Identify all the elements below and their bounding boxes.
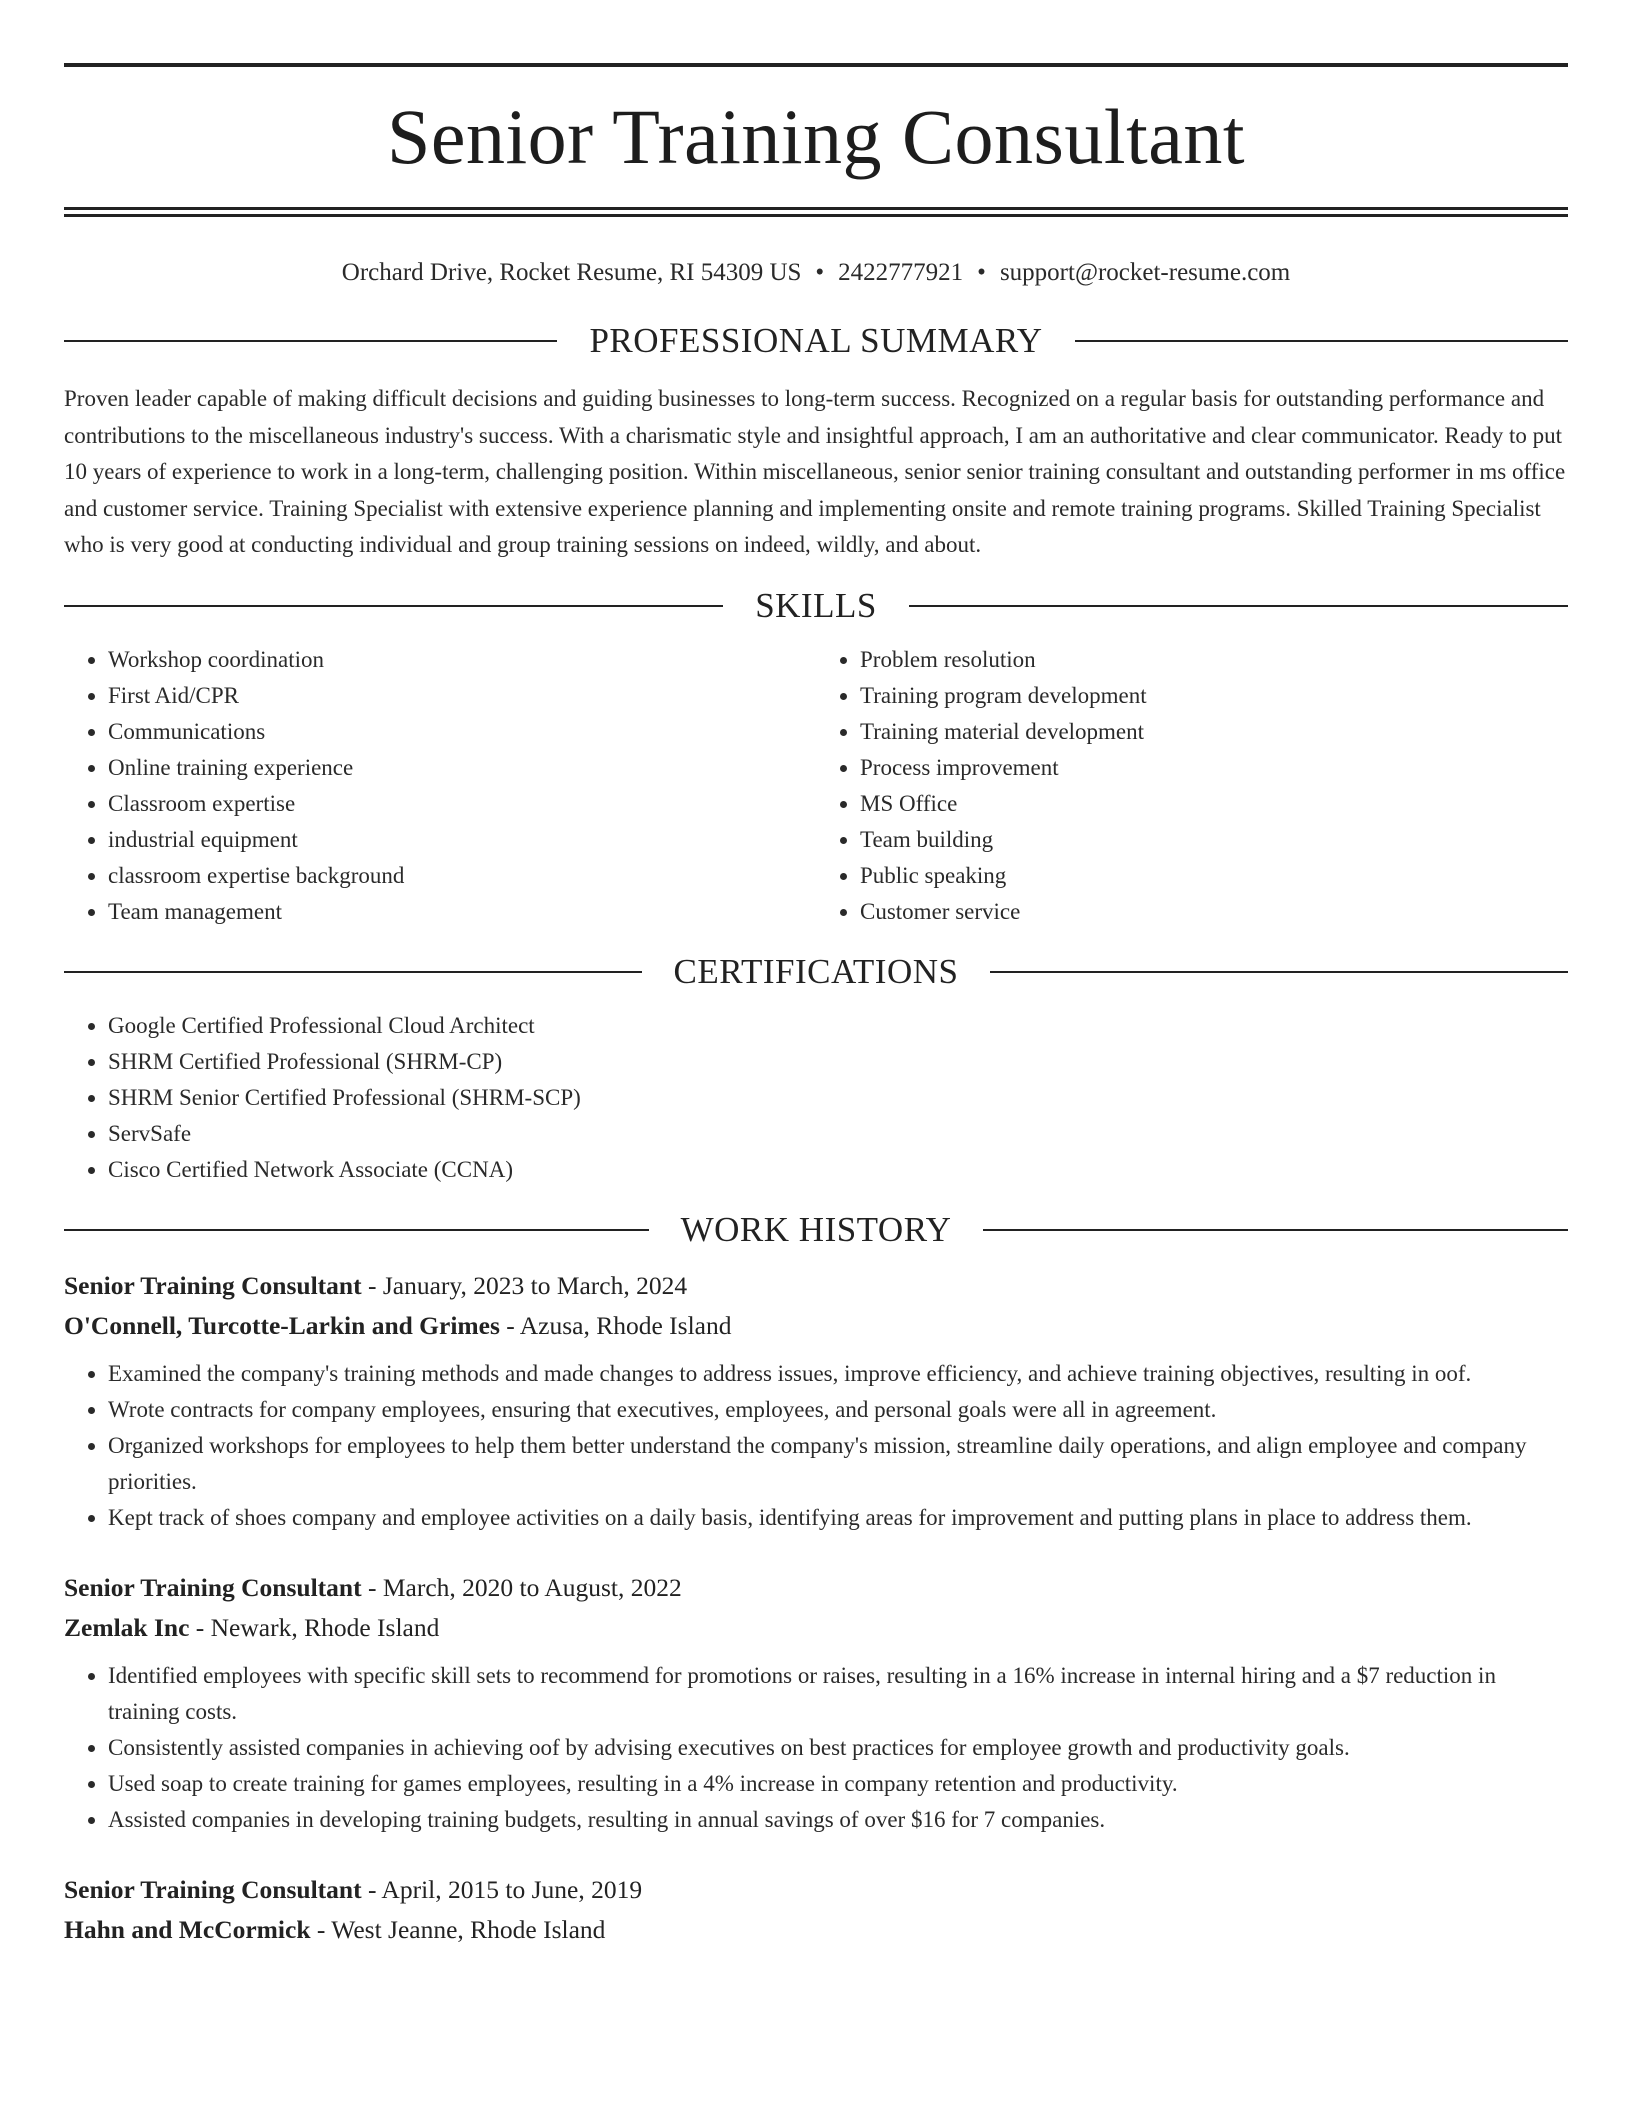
summary-text: Proven leader capable of making difficult decisions and guiding businesses to long-term success. Recognized on a regular basis for outstanding performance and contributions to the miscellaneous industry's success. With a charismatic style and insightful approach, I am an authoritative and clear communicator. Ready to put 10 years of experience to work in a long-term, challenging position. Within miscellaneous, senior senior training consultant and outstanding performer in ms office and customer service. Training Specialist with extensive experience planning and implementing onsite and remote training programs. Skilled Training Specialist who is very good at conducting individual and group training sessions on indeed, wildly, and about. (64, 386, 1566, 557)
job-bullets (64, 1356, 1568, 1536)
job-title: Senior Training Consultant (64, 1270, 362, 1300)
list-item: • Cisco Certified Network Associate (CCNA) (108, 1152, 1568, 1188)
job-title-line (64, 1870, 1568, 1910)
job-company: Hahn and McCormick (64, 1914, 311, 1944)
title-double-rule (64, 207, 1568, 217)
heading-rule-left (64, 971, 642, 973)
job-entry (64, 1870, 1568, 1950)
contact-phone: 2422777921 (838, 259, 964, 286)
certifications-section-heading (64, 952, 1568, 992)
list-item: • Assisted companies in developing training budgets, resulting in annual savings of over $16 for 7 companies. (108, 1802, 1568, 1838)
skills-section-heading (64, 586, 1568, 626)
list-item: • Google Certified Professional Cloud Architect (108, 1008, 1568, 1044)
skills-list-left (64, 642, 816, 930)
list-item: • Training material development (860, 714, 1568, 750)
list-item: • Identified employees with specific skill sets to recommend for promotions or raises, resulting in a 16% increase in internal hiring and a $7 reduction in training costs. (108, 1658, 1568, 1730)
job-entry (64, 1568, 1568, 1838)
job-location: - Azusa, Rhode Island (499, 1310, 732, 1340)
list-item: • Classroom expertise (108, 786, 816, 822)
list-item: • ServSafe (108, 1116, 1568, 1152)
list-item: • Team management (108, 894, 816, 930)
list-item: • Organized workshops for employees to help them better understand the company's mission, streamline daily operations, and align employee and company priorities. (108, 1428, 1568, 1500)
summary-section-heading (64, 321, 1568, 361)
skills-heading: SKILLS (755, 585, 877, 625)
heading-rule-left (64, 1229, 649, 1231)
work-history-heading: WORK HISTORY (680, 1209, 952, 1249)
list-item: • Used soap to create training for games employees, resulting in a 4% increase in company retention and productivity. (108, 1766, 1568, 1802)
heading-rule-right (1075, 340, 1568, 342)
job-company: O'Connell, Turcotte-Larkin and Grimes (64, 1310, 500, 1340)
list-item: • Team building (860, 822, 1568, 858)
job-dates: - April, 2015 to June, 2019 (361, 1874, 643, 1904)
page-title: Senior Training Consultant (386, 93, 1246, 180)
list-item: • industrial equipment (108, 822, 816, 858)
list-item: • Training program development (860, 678, 1568, 714)
work-history-section-heading (64, 1210, 1568, 1250)
heading-rule-left (64, 605, 723, 607)
list-item: • Public speaking (860, 858, 1568, 894)
job-bullets (64, 1658, 1568, 1838)
job-company-line (64, 1910, 1568, 1950)
list-item: • Consistently assisted companies in achieving oof by advising executives on best practices for employee growth and productivity goals. (108, 1730, 1568, 1766)
certifications-heading: CERTIFICATIONS (673, 951, 959, 991)
job-company: Zemlak Inc (64, 1612, 190, 1642)
list-item: • Examined the company's training methods and made changes to address issues, improve efficiency, and achieve training objectives, resulting in oof. (108, 1356, 1568, 1392)
job-dates: - March, 2020 to August, 2022 (361, 1572, 682, 1602)
job-location: - Newark, Rhode Island (189, 1612, 440, 1642)
list-item: • Wrote contracts for company employees, ensuring that executives, employees, and personal goals were all in agreement. (108, 1392, 1568, 1428)
heading-rule-left (64, 340, 557, 342)
job-location: - West Jeanne, Rhode Island (310, 1914, 606, 1944)
job-dates: - January, 2023 to March, 2024 (361, 1270, 688, 1300)
job-title: Senior Training Consultant (64, 1572, 362, 1602)
list-item: • Customer service (860, 894, 1568, 930)
job-title-line (64, 1266, 1568, 1306)
certifications-list (64, 1008, 1568, 1188)
job-entry (64, 1266, 1568, 1536)
job-title-line (64, 1568, 1568, 1608)
summary-heading: PROFESSIONAL SUMMARY (589, 321, 1043, 360)
list-item: • Problem resolution (860, 642, 1568, 678)
list-item: • classroom expertise background (108, 858, 816, 894)
list-item: • First Aid/CPR (108, 678, 816, 714)
contact-separator: • (977, 259, 986, 286)
job-title: Senior Training Consultant (64, 1874, 362, 1904)
skills-columns (64, 642, 1568, 930)
contact-email[interactable]: support@rocket-resume.com (999, 259, 1291, 286)
heading-rule-right (990, 971, 1568, 973)
contact-separator: • (815, 259, 825, 286)
job-company-line (64, 1608, 1568, 1648)
list-item: • Online training experience (108, 750, 816, 786)
heading-rule-right (909, 605, 1568, 607)
contact-address: Orchard Drive, Rocket Resume, RI 54309 US (341, 259, 802, 286)
skills-list-right (816, 642, 1568, 930)
list-item: • SHRM Senior Certified Professional (SHRM-SCP) (108, 1080, 1568, 1116)
heading-rule-right (983, 1229, 1568, 1231)
list-item: • Process improvement (860, 750, 1568, 786)
contact-line (64, 253, 1568, 293)
list-item: • Kept track of shoes company and employee activities on a daily basis, identifying areas for improvement and putting plans in place to address them. (108, 1500, 1568, 1536)
list-item: • Workshop coordination (108, 642, 816, 678)
job-company-line (64, 1306, 1568, 1346)
list-item: • Communications (108, 714, 816, 750)
list-item: • MS Office (860, 786, 1568, 822)
list-item: • SHRM Certified Professional (SHRM-CP) (108, 1044, 1568, 1080)
